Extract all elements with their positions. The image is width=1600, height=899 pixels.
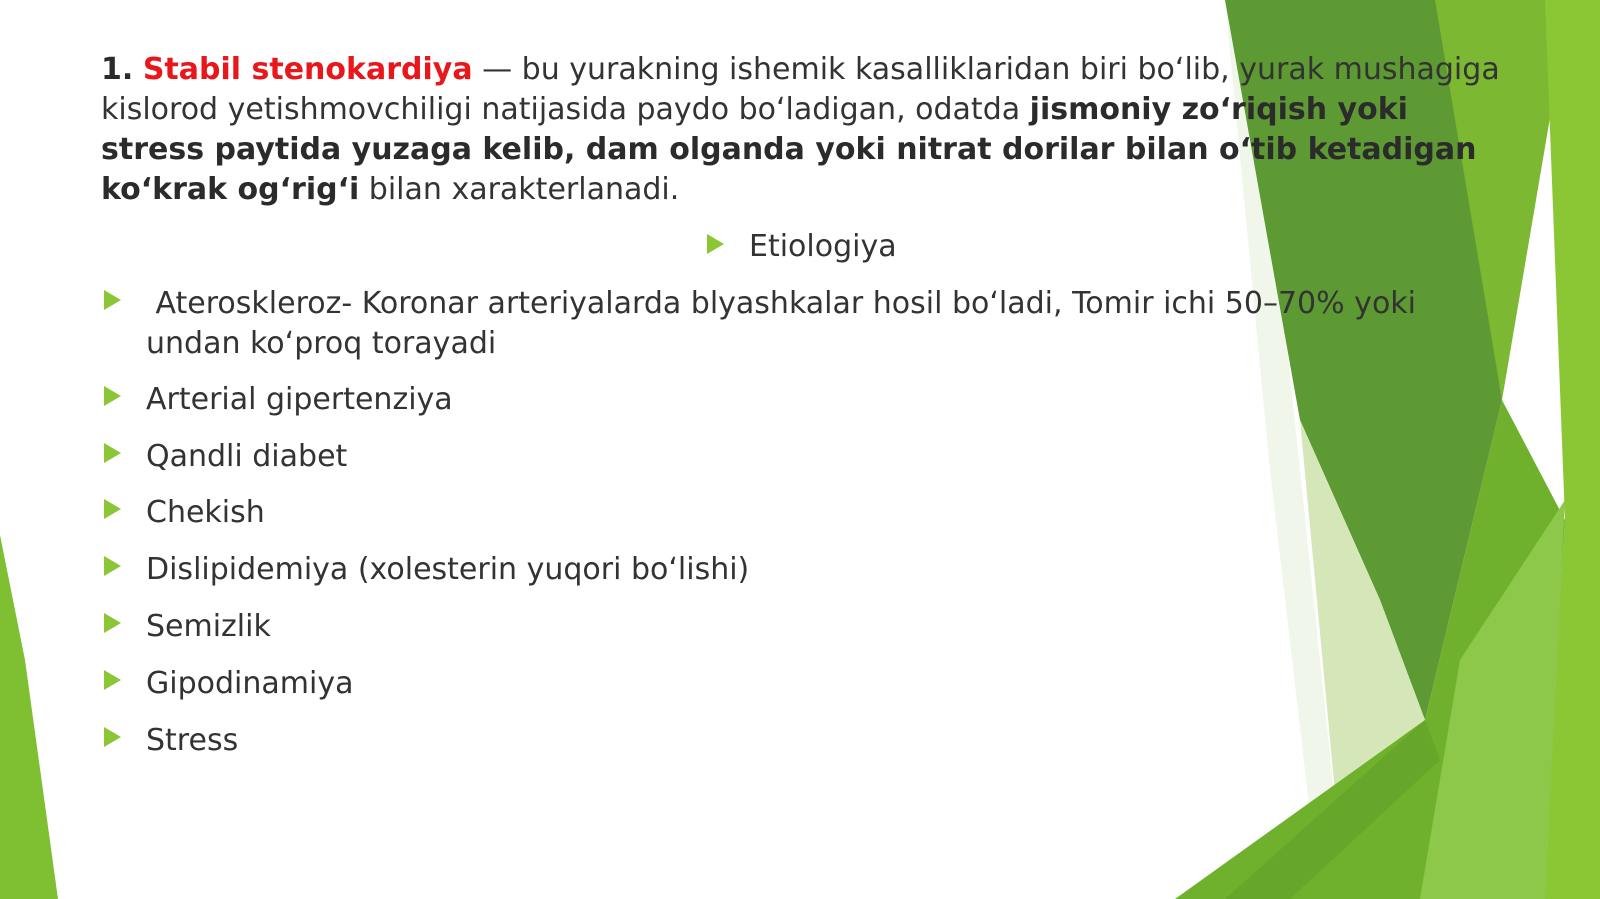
arrow-bullet-icon bbox=[104, 290, 121, 310]
list-item: Arterial gipertenziya bbox=[146, 382, 453, 417]
arrow-bullet-icon bbox=[104, 613, 121, 633]
intro-text-before: — bu yurakning ishemik kasalliklaridan biri bo‘lib, yurak mushagiga kislorod yetishmovchiligi natijasida paydo bo‘ladigan, odatda bbox=[101, 52, 1500, 127]
list-item: Qandli diabet bbox=[146, 439, 348, 474]
list-item: Semizlik bbox=[146, 609, 271, 644]
arrow-bullet-icon bbox=[104, 386, 121, 406]
intro-number: 1. bbox=[101, 52, 134, 87]
arrow-bullet-icon bbox=[104, 556, 121, 576]
list-item: Ateroskleroz- Koronar arteriyalarda blyashkalar hosil bo‘ladi, Tomir ichi 50–70% yoki undan ko‘proq torayadi bbox=[146, 286, 1426, 361]
arrow-bullet-icon bbox=[104, 443, 121, 463]
arrow-bullet-icon bbox=[104, 499, 121, 519]
arrow-bullet-icon bbox=[104, 670, 121, 690]
list-item: Gipodinamiya bbox=[146, 666, 354, 701]
intro-term: Stabil stenokardiya bbox=[142, 52, 473, 87]
arrow-bullet-icon bbox=[104, 727, 121, 747]
list-item: Chekish bbox=[146, 495, 265, 530]
intro-bold-part: jismoniy zo‘riqish yoki stress paytida yuzaga kelib, dam olganda yoki nitrat dorilar bilan o‘tib ketadigan ko‘krak og‘rig‘i bbox=[101, 92, 1477, 207]
list-item: Stress bbox=[146, 723, 239, 758]
intro-paragraph bbox=[101, 50, 1501, 210]
etiology-heading: Etiologiya bbox=[749, 229, 897, 264]
list-item: Dislipidemiya (xolesterin yuqori bo‘lishi) bbox=[146, 552, 750, 587]
intro-text-after: bilan xarakterlanadi. bbox=[359, 172, 680, 207]
arrow-bullet-icon bbox=[707, 234, 724, 254]
